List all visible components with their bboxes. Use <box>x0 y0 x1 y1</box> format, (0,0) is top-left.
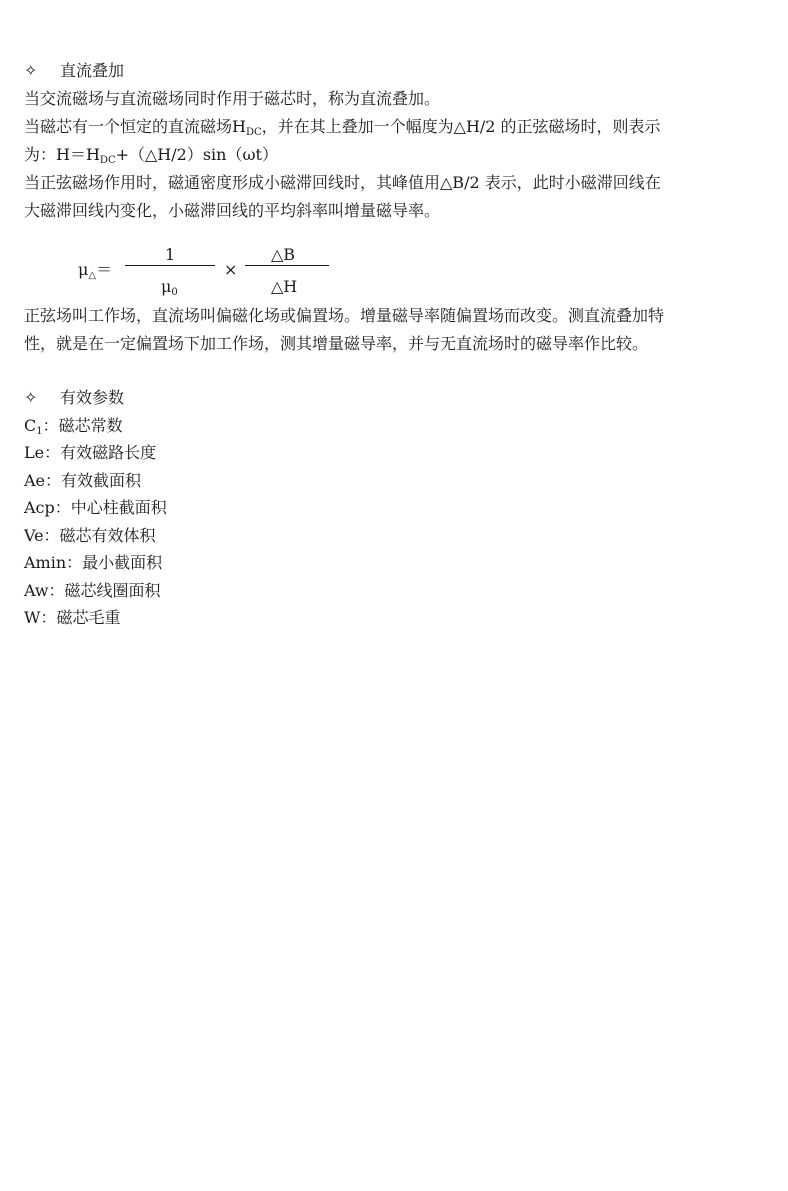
paragraph-line: 当正弦磁场作用时，磁通密度形成小磁滞回线时，其峰值用△B/2 表示，此时小磁滞回线在 <box>24 173 661 192</box>
param-item: Ve：磁芯有效体积 <box>24 526 156 545</box>
diamond-bullet-icon: ✧ <box>24 61 38 80</box>
fraction1-denominator: $\mu_0$ <box>161 277 178 298</box>
paragraph-line: 大磁滞回线内变化，小磁滞回线的平均斜率叫增量磁导率。 <box>24 201 441 220</box>
fraction1-bar <box>125 265 215 266</box>
fraction2-bar <box>245 265 329 266</box>
paragraph-line: 正弦场叫工作场，直流场叫偏磁化场或偏置场。增量磁导率随偏置场而改变。测直流叠加特 <box>24 306 665 325</box>
param-item: W：磁芯毛重 <box>24 608 121 627</box>
paragraph-line: 性，就是在一定偏置场下加工作场，测其增量磁导率，并与无直流场时的磁导率作比较。 <box>24 334 649 353</box>
fraction1-numerator: 1 <box>165 245 176 264</box>
paragraph-line: 当磁芯有一个恒定的直流磁场$H_{DC}$，并在其上叠加一个幅度为△H/2 的正弦磁场时，则表示 <box>24 117 661 138</box>
paragraph-line: 为：$H=H_{DC}+(\triangle H/2)\sin(\omega t)$ <box>24 145 278 166</box>
section-heading-params <box>24 388 124 408</box>
param-item: Le：有效磁路长度 <box>24 443 157 462</box>
param-item-c1: $C_1$：磁芯常数 <box>24 416 123 437</box>
times-sign: × <box>224 260 238 279</box>
fraction2-numerator: △B <box>271 245 296 264</box>
param-item: Aw：磁芯线圈面积 <box>24 581 161 600</box>
heading-text: 直流叠加 <box>60 61 125 80</box>
param-item: Amin：最小截面积 <box>24 553 163 572</box>
heading-text: 有效参数 <box>60 388 125 407</box>
formula-lhs: $\mu_\triangle=$ <box>78 260 113 281</box>
param-item: Acp：中心柱截面积 <box>24 498 167 517</box>
diamond-bullet-icon: ✧ <box>24 388 38 407</box>
param-item: Ae：有效截面积 <box>24 471 142 490</box>
fraction2-denominator: △H <box>271 277 298 296</box>
incremental-permeability-formula <box>0 240 400 300</box>
paragraph-line: 当交流磁场与直流磁场同时作用于磁芯时，称为直流叠加。 <box>24 89 441 108</box>
section-heading-dc <box>24 61 124 81</box>
